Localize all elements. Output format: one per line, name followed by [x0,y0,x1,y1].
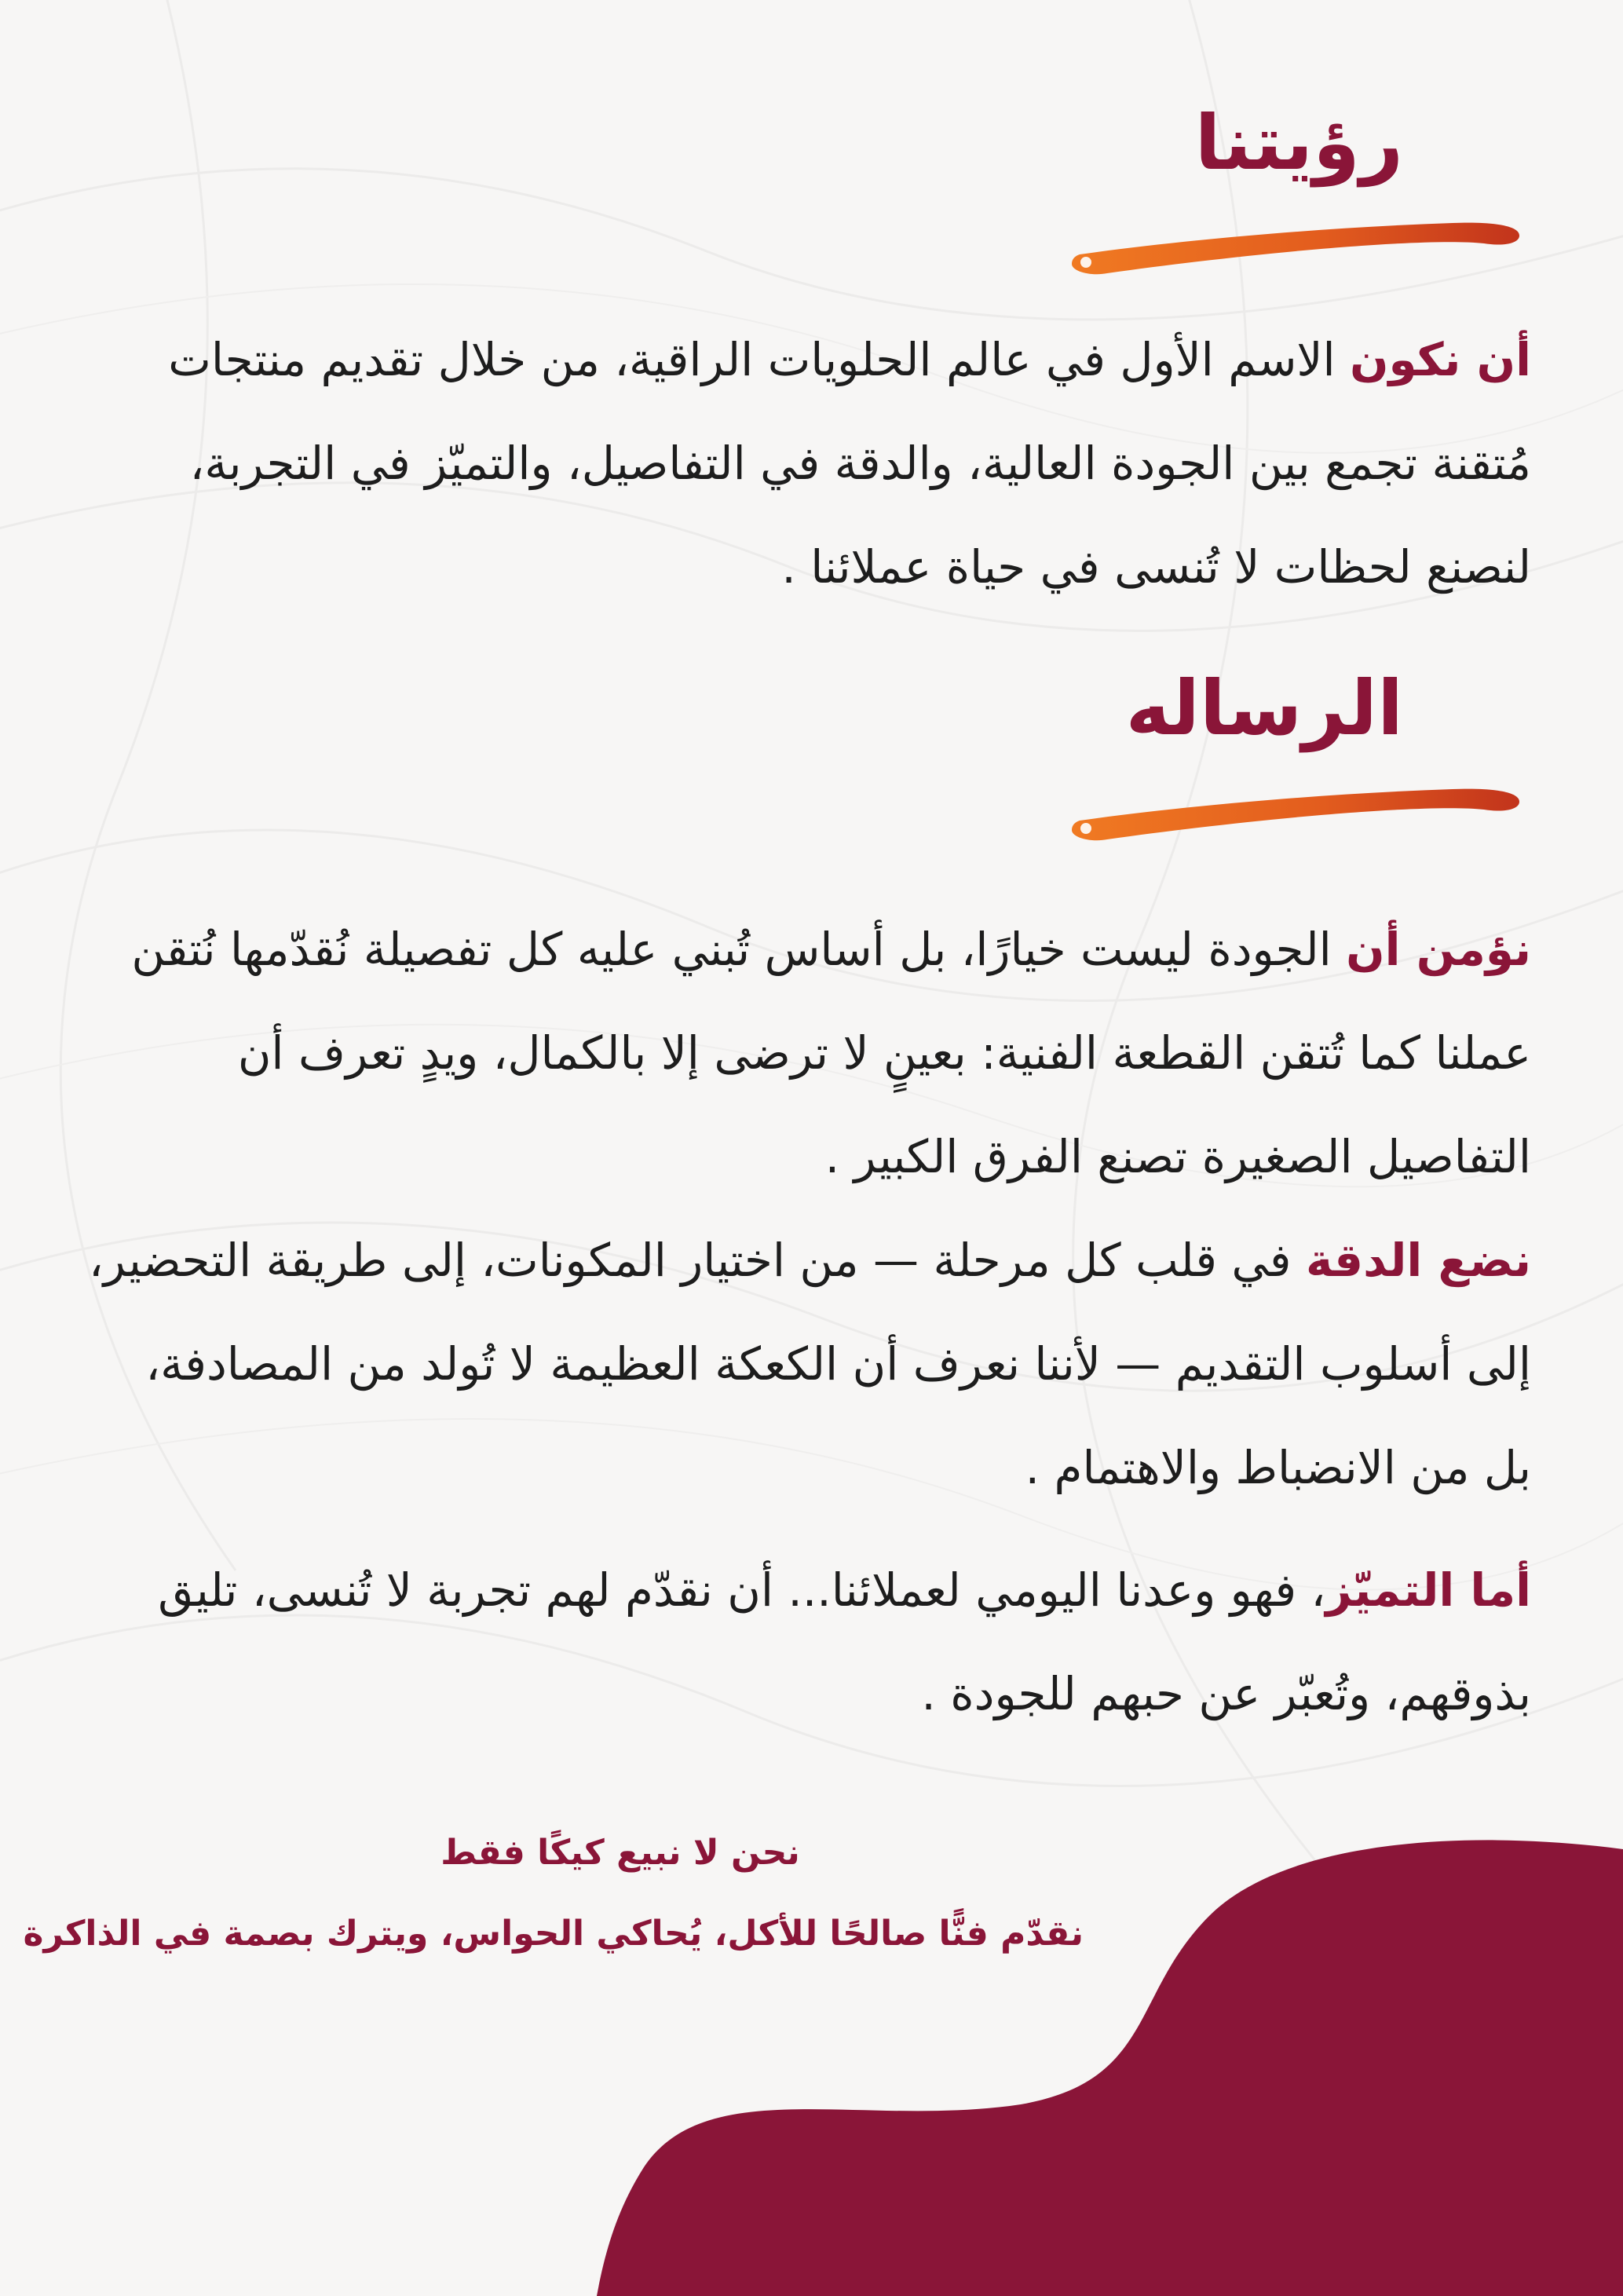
mission-lead-3: أما التميّز [1325,1563,1531,1617]
mission-lead-1: نؤمن أن [1346,923,1531,976]
tagline-line-2: نقدّم فنًّا صالحًا للأكل، يُحاكي الحواس، ويترك بصمة في الذاكرة [23,1914,1084,1954]
mission-text-2: في قلب كل مرحلة — من اختيار المكونات، إلى طريقة التحضير، إلى أسلوب التقديم — لأننا نعرف أن الكعكة العظيمة لا تُولد من المصادفة، بل من الانضباط والاهتمام . [88,1234,1531,1494]
mission-text-1: الجودة ليست خيارًا، بل أساس تُبني عليه كل تفصيلة نُقدّمها نُتقن عملنا كما تُتقن القطعة الفنية: بعينٍ لا ترضى إلا بالكمال، ويدٍ تعرف أن التفاصيل الصغيرة تصنع الفرق الكبير . [131,923,1531,1183]
vision-text: الاسم الأول في عالم الحلويات الراقية، من خلال تقديم منتجات مُتقنة تجمع بين الجودة العالية، والدقة في التفاصيل، والتميّز في التجربة، لنصنع لحظات لا تُنسى في حياة عملائنا . [168,333,1531,594]
mission-lead-2: نضع الدقة [1305,1234,1531,1287]
vision-heading: رؤيتنا [1194,99,1403,187]
mission-text-3: ، فهو وعدنا اليومي لعملائنا... أن نقدّم لهم تجربة لا تُنسى، تليق بذوقهم، وتُعبّر عن حبهم للجودة . [158,1563,1531,1720]
vision-lead: أن نكون [1350,333,1531,386]
mission-heading: الرساله [1125,664,1403,752]
tagline-line-1: نحن لا نبيع كيكًا فقط [440,1833,800,1873]
